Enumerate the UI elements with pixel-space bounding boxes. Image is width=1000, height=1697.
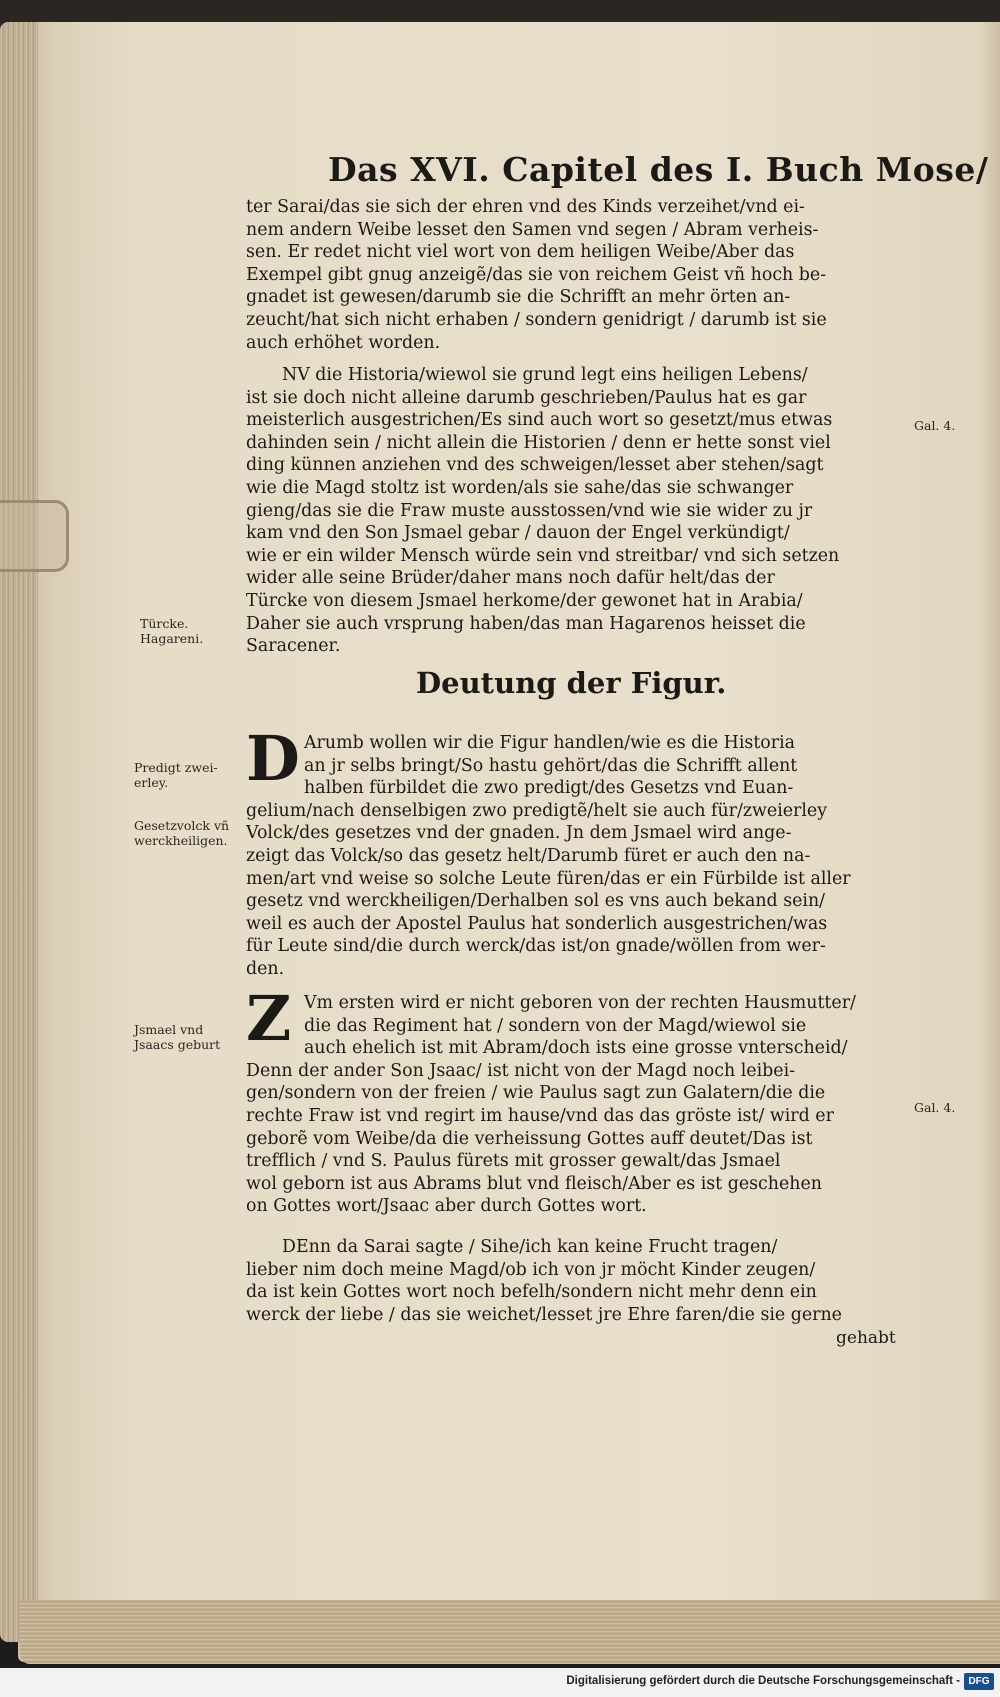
margin-note-gesetzvolck [134, 818, 229, 848]
text-line: Volck/des gesetzes vnd der gnaden. Jn dem Jsmael wird ange- [246, 823, 792, 844]
text-line: kam vnd den Son Jsmael gebar / dauon der Engel verkündigt/ [246, 523, 790, 544]
text-line: wie er ein wilder Mensch würde sein vnd streitbar/ vnd sich setzen [246, 545, 840, 566]
text-line: den. [246, 958, 285, 979]
text-line: geborẽ vom Weibe/da die verheissung Gottes auff deutet/Das ist [246, 1128, 813, 1149]
margin-note-predigt [134, 760, 218, 790]
text-line: men/art vnd weise so solche Leute füren/das er ein Fürbilde ist aller [246, 868, 851, 889]
text-line: an jr selbs bringt/So hastu gehört/das die Schrifft allent [304, 755, 798, 776]
text-line: zeucht/hat sich nicht erhaben / sondern genidrigt / darumb ist sie [246, 309, 827, 330]
margin-note-line: Gesetzvolck vñ [134, 818, 230, 833]
margin-note-line: Hagareni. [140, 631, 204, 646]
paragraph-5 [246, 1236, 910, 1326]
text-line: dahinden sein / nicht allein die Historien / denn er hette sonst viel [246, 432, 831, 453]
text-line: gieng/das sie die Fraw muste ausstossen/vnd wie sie wider zu jr [246, 500, 813, 521]
text-line: on Gottes wort/Jsaac aber durch Gottes wort. [246, 1196, 647, 1217]
drop-cap-initial: Z [246, 982, 292, 1055]
text-line: Türcke von diesem Jsmael herkome/der gewonet hat in Arabia/ [246, 590, 803, 611]
text-line: auch erhöhet worden. [246, 332, 441, 353]
text-line: werck der liebe / das sie weichet/lesset jre Ehre faren/die sie gerne [246, 1304, 842, 1325]
text-line: nem andern Weibe lesset den Samen vnd segen / Abram verheis- [246, 219, 819, 240]
text-line: ding künnen anziehen vnd des schweigen/lesset aber stehen/sagt [246, 455, 824, 476]
text-line: trefflich / vnd S. Paulus fürets mit grosser gewalt/das Jsmael [246, 1151, 781, 1172]
chapter-heading: Das XVI. Capitel des I. Buch Mose/ [328, 150, 989, 189]
margin-note-gal4: Gal. 4. [914, 418, 956, 433]
text-line: sen. Er redet nicht viel wort von dem heiligen Weibe/Aber das [246, 242, 795, 263]
footer-credit: Digitalisierung gefördert durch die Deutsche Forschungsgemeinschaft - [566, 1675, 960, 1687]
text-line: weil es auch der Apostel Paulus hat sonderlich ausgestrichen/was [246, 913, 828, 934]
paragraph-1 [246, 196, 910, 354]
section-heading: Deutung der Figur. [416, 666, 727, 700]
footer-bar [0, 1668, 1000, 1697]
text-line: ter Sarai/das sie sich der ehren vnd des Kinds verzeihet/vnd ei- [246, 197, 805, 217]
paragraph-4 [246, 992, 910, 1218]
drop-cap-initial: D [246, 722, 300, 795]
margin-note-line: Jsaacs geburt [134, 1037, 221, 1052]
text-line: wider alle seine Brüder/daher mans noch dafür helt/das der [246, 568, 775, 589]
margin-note-tuercke [140, 616, 203, 646]
text-line: da ist kein Gottes wort noch befelh/sondern nicht mehr denn ein [246, 1282, 817, 1303]
text-line: meisterlich ausgestrichen/Es sind auch wort so gesetzt/mus etwas [246, 410, 833, 431]
text-line: rechte Fraw ist vnd regirt im hause/vnd das das gröste ist/ wird er [246, 1105, 834, 1126]
margin-note-jsmael [134, 1022, 220, 1052]
text-line: wie die Magd stoltz ist worden/als sie sahe/das sie schwanger [246, 477, 794, 498]
text-line: gnadet ist gewesen/darumb sie die Schrifft an mehr örten an- [246, 287, 791, 308]
book-clasp [0, 500, 69, 572]
text-line: Exempel gibt gnug anzeigẽ/das sie von reichem Geist vñ hoch be- [246, 264, 827, 285]
text-line: gelium/nach denselbigen zwo predigtẽ/helt sie auch für/zweierley [246, 800, 828, 821]
margin-note-line: erley. [134, 775, 169, 790]
text-line: gen/sondern von der freien / wie Paulus sagt zun Galatern/die die [246, 1083, 826, 1104]
text-line: für Leute sind/die durch werck/das ist/on gnade/wöllen from wer- [246, 936, 826, 957]
margin-note-gal4b: Gal. 4. [914, 1100, 956, 1115]
paragraph-3 [246, 732, 910, 981]
text-line: DEnn da Sarai sagte / Sihe/ich kan keine Frucht tragen/ [282, 1237, 778, 1257]
page-edges [0, 22, 38, 1642]
text-line: Daher sie auch vrsprung haben/das man Hagarenos heisset die [246, 613, 806, 634]
text-line: auch ehelich ist mit Abram/doch ists eine grosse vnterscheid/ [304, 1038, 848, 1059]
text-line: ist sie doch nicht alleine darumb geschrieben/Paulus hat es gar [246, 387, 807, 408]
text-line: lieber nim doch meine Magd/ob ich von jr möcht Kinder zeugen/ [246, 1259, 816, 1280]
text-line: halben fürbildet die zwo predigt/des Gesetzs vnd Euan- [304, 778, 794, 799]
margin-note-line: Predigt zwei- [134, 760, 218, 775]
text-line: gesetz vnd werckheiligen/Derhalben sol es vns auch bekand sein/ [246, 891, 826, 912]
page-bottom-edges [20, 1600, 1000, 1664]
dfg-logo[interactable]: DFG [964, 1673, 994, 1690]
margin-note-line: Türcke. [140, 616, 189, 631]
margin-note-line: werckheiligen. [134, 833, 228, 848]
paragraph-2 [246, 364, 910, 658]
text-line: NV die Historia/wiewol sie grund legt eins heiligen Lebens/ [282, 365, 808, 385]
text-line: Denn der ander Son Jsaac/ ist nicht von der Magd noch leibei- [246, 1060, 796, 1081]
catchword: gehabt [836, 1328, 896, 1348]
text-line: Saracener. [246, 636, 341, 657]
text-line: Vm ersten wird er nicht geboren von der rechten Hausmutter/ [304, 993, 856, 1013]
text-line: Arumb wollen wir die Figur handlen/wie es die Historia [304, 733, 796, 753]
text-line: wol geborn ist aus Abrams blut vnd fleisch/Aber es ist geschehen [246, 1173, 822, 1194]
text-line: die das Regiment hat / sondern von der Magd/wiewol sie [304, 1015, 807, 1036]
margin-note-line: Jsmael vnd [134, 1022, 204, 1037]
text-line: zeigt das Volck/so das gesetz helt/Darumb füret er auch den na- [246, 845, 811, 866]
